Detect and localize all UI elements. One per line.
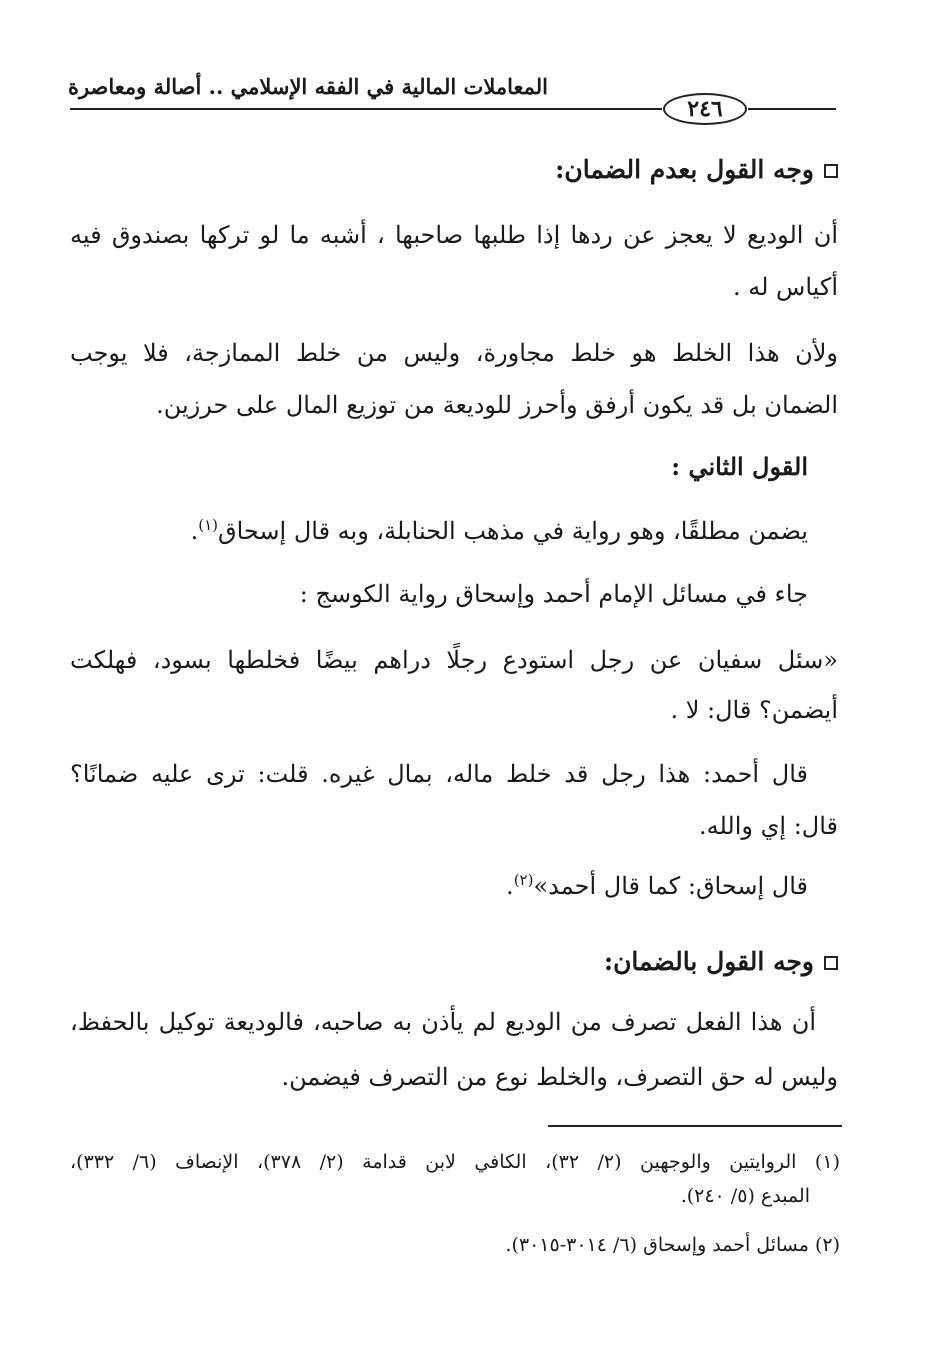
paragraph-line: جاء في مسائل الإمام أحمد وإسحاق رواية الكوسج : [299, 580, 808, 608]
header-rule-left [70, 108, 662, 110]
quote-line: قال: إي والله. [698, 812, 838, 840]
footnote-2: (٢) مسائل أحمد وإسحاق (٦/ ٣٠١٤-٣٠١٥). [505, 1234, 840, 1256]
quote-line: «سئل سفيان عن رجل استودع رجلًا دراهم بيضًا فخلطها بسود، فهلكت [70, 646, 838, 674]
footnote-1: (١) الروايتين والوجهين (٢/ ٣٢)، الكافي لابن قدامة (٢/ ٣٧٨)، الإنصاف (٦/ ٣٣٢)، [70, 1151, 840, 1173]
paragraph-line: أن الوديع لا يعجز عن ردها إذا طلبها صاحبها ، أشبه ما لو تركها بصندوق فيه [70, 221, 838, 249]
section-heading-no-liability: وجه القول بعدم الضمان: [70, 148, 838, 192]
footnote-1-continued: المبدع (٥/ ٢٤٠). [680, 1185, 810, 1207]
quote-line: قال أحمد: هذا رجل قد خلط ماله، بمال غيره. قلت: ترى عليه ضمانًا؟ [70, 760, 808, 788]
section-heading-with-liability: وجه القول بالضمان: [70, 940, 838, 984]
quote-line: قال إسحاق: كما قال أحمد»$^{(٢)}$. [506, 871, 808, 900]
quote-line: أيضمن؟ قال: لا . [670, 696, 838, 724]
paragraph-line: أن هذا الفعل تصرف من الوديع لم يأذن به صاحبه، فالوديعة توكيل بالحفظ، [70, 1008, 816, 1036]
checkbox-bullet-icon [824, 164, 838, 178]
page-number: ٢٤٦ [663, 93, 747, 125]
paragraph-line: وليس له حق التصرف، والخلط نوع من التصرف فيضمن. [281, 1063, 838, 1091]
subheading-second-opinion: القول الثاني : [671, 452, 808, 481]
paragraph-line: ولأن هذا الخلط هو خلط مجاورة، وليس من خلط الممازجة، فلا يوجب [70, 339, 838, 367]
paragraph-line: يضمن مطلقًا، وهو رواية في مذهب الحنابلة، وبه قال إسحاق$^{(١)}$. [190, 516, 808, 545]
paragraph-line: أكياس له . [732, 273, 838, 301]
header-rule-right [748, 108, 836, 110]
footnote-ref-2: (٢) [513, 871, 534, 889]
paragraph-line: الضمان بل قد يكون أرفق وأحرز للوديعة من توزيع المال على حرزين. [156, 391, 838, 419]
running-title: المعاملات المالية في الفقه الإسلامي .. أصالة ومعاصرة [67, 74, 548, 99]
footnote-separator [548, 1125, 842, 1127]
checkbox-bullet-icon [824, 956, 838, 970]
footnote-ref-1: (١) [198, 516, 218, 534]
